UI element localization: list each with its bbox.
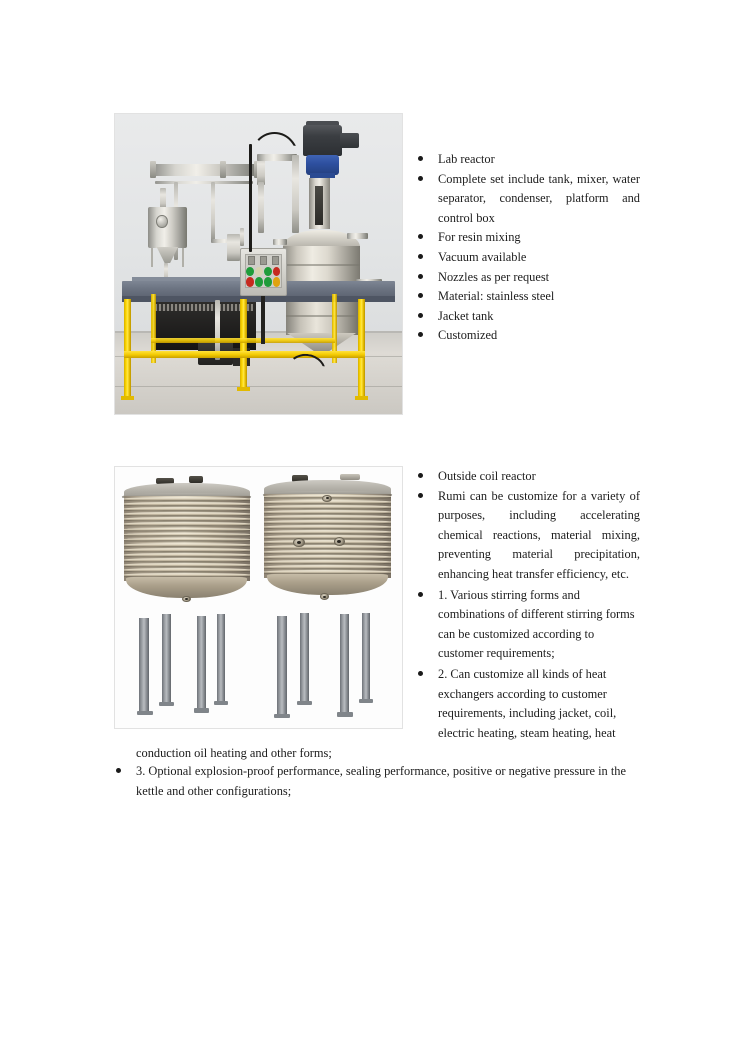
- coil-turn: [124, 543, 250, 547]
- frame-rail-rear: [151, 338, 335, 343]
- feature-text: Material: stainless steel: [438, 289, 555, 304]
- pipe-vertical-left-b: [211, 182, 215, 242]
- feature-text: 3. Optional explosion-proof performance, sealing performance, positive or negative pressure in the kettle and other configurations;: [136, 764, 626, 798]
- pipe-vertical-mid: [258, 182, 264, 233]
- coil-turn: [264, 535, 390, 539]
- bullet-icon: [418, 287, 438, 298]
- vessel-shell: [124, 496, 250, 580]
- feature-text: Complete set include tank, mixer, water separator, condenser, platform and control box: [438, 171, 640, 225]
- coil-reactor-feature-list: [418, 467, 640, 743]
- coil-turn: [124, 558, 250, 562]
- outside-coil-reactor-photo: [114, 466, 403, 729]
- list-item: [418, 467, 640, 487]
- leg-base-plate: [274, 714, 290, 718]
- control-pushbuttons: [246, 267, 280, 287]
- coil-turn: [124, 533, 250, 537]
- support-leg: [197, 616, 206, 710]
- leg-base-plate: [194, 708, 209, 712]
- frame-leg-front-right: [358, 299, 365, 398]
- lab-reactor-scene: [115, 114, 402, 414]
- coil-turn: [264, 505, 390, 509]
- support-leg: [217, 614, 226, 703]
- coil-turn: [124, 548, 250, 552]
- equipment-vent-grille: [155, 304, 253, 312]
- side-nozzle-left: [293, 538, 304, 547]
- pushbutton-green: [246, 267, 254, 276]
- bullet-icon: [418, 170, 438, 181]
- top-flange: [340, 474, 360, 480]
- reactor-band-2: [286, 315, 358, 317]
- feature-text: Jacket tank: [438, 308, 494, 323]
- gearbox: [306, 155, 339, 175]
- lab-reactor-feature-list: [418, 150, 640, 346]
- bullet-icon: [418, 467, 438, 478]
- feature-continuation-line: conduction oil heating and other forms;: [136, 746, 332, 760]
- agitator-motor: [303, 125, 342, 157]
- bullet-icon: [116, 762, 136, 773]
- coil-reactor-scene: [115, 467, 402, 728]
- leg-base-plate: [214, 701, 228, 705]
- frame-foot-left: [121, 396, 134, 400]
- indicator-lamp: [272, 256, 279, 265]
- support-leg: [277, 616, 287, 715]
- pushbutton-red: [273, 267, 281, 276]
- list-item: [418, 170, 640, 229]
- coil-turn: [264, 560, 390, 564]
- coil-turn: [264, 530, 390, 534]
- pushbutton-white: [255, 267, 263, 276]
- coil-turn: [124, 512, 250, 516]
- feature-text: Customized: [438, 328, 498, 343]
- coil-turn: [264, 545, 390, 549]
- lab-reactor-photo: [114, 113, 403, 415]
- list-item: [418, 665, 640, 743]
- feature-text: For resin mixing: [438, 230, 521, 245]
- reactor-jacket: [286, 302, 358, 335]
- coil-turn: [264, 540, 390, 544]
- frame-leg-front-left: [124, 299, 131, 398]
- coil-turn: [124, 517, 250, 521]
- list-item: [418, 487, 640, 585]
- support-leg: [340, 614, 349, 713]
- feature-text: Lab reactor: [438, 152, 495, 166]
- list-item: [418, 586, 640, 664]
- pushbutton-red: [246, 277, 254, 286]
- bullet-icon: [418, 586, 438, 597]
- control-indicator-lamps: [246, 256, 280, 265]
- coil-turn: [124, 497, 250, 501]
- receiver-tube: [227, 234, 240, 261]
- coil-turn: [124, 538, 250, 542]
- agitator-shaft: [315, 186, 323, 225]
- bullet-icon: [418, 228, 438, 239]
- bullet-icon: [418, 307, 438, 318]
- pushbutton-green: [264, 277, 272, 286]
- frame-leg-front-mid: [240, 299, 247, 389]
- leg-base-plate: [137, 711, 153, 715]
- bullet-icon: [418, 268, 438, 279]
- frame-rail-lower-left: [124, 351, 248, 358]
- leg-base-plate: [159, 702, 173, 706]
- separator-leg-left: [151, 248, 154, 268]
- control-box-cable: [261, 296, 264, 344]
- coil-turn: [264, 550, 390, 554]
- bullet-icon: [418, 248, 438, 259]
- feature-text: 1. Various stirring forms and combinations of different stirring forms can be customized according to customer requirements;: [438, 587, 635, 661]
- hose-vertical-run: [249, 144, 252, 252]
- coil-turn: [124, 522, 250, 526]
- bullet-icon: [418, 487, 438, 498]
- coil-turn: [264, 520, 390, 524]
- motor-terminal-box: [340, 133, 359, 149]
- reactor-side-nozzle-right: [347, 233, 367, 240]
- leg-base-plate: [359, 699, 373, 703]
- support-leg: [139, 618, 149, 712]
- indicator-lamp: [260, 256, 267, 265]
- feature-text: 2. Can customize all kinds of heat exchangers according to customer requirements, including jacket, coil, electric heating, steam heating, heat: [438, 666, 617, 740]
- separator-leg-right: [182, 248, 185, 268]
- list-item: [418, 326, 640, 346]
- pushbutton-amber: [273, 277, 281, 286]
- pipe-short-drop: [240, 228, 244, 246]
- water-separator-vessel: [148, 207, 187, 248]
- pushbutton-green: [264, 267, 272, 276]
- leg-base-plate: [297, 701, 311, 705]
- support-leg: [362, 613, 371, 702]
- support-leg: [162, 614, 171, 703]
- bottom-outlet-nozzle: [320, 593, 329, 599]
- pipe-down-to-vessel: [292, 155, 299, 233]
- list-item: [418, 150, 640, 170]
- list-item: [418, 228, 640, 248]
- coil-turn: [264, 555, 390, 559]
- pushbutton-green: [255, 277, 263, 286]
- condenser-flange-left: [150, 161, 156, 178]
- bullet-icon: [418, 150, 438, 161]
- vessel-bottom-head: [126, 577, 247, 598]
- list-item: [116, 762, 640, 801]
- reactor-band-1: [283, 264, 360, 266]
- coil-turn: [124, 563, 250, 567]
- pipe-secondary-horizontal: [155, 181, 253, 184]
- condenser-flange-mid: [220, 161, 226, 178]
- coil-turn: [124, 502, 250, 506]
- bullet-icon: [418, 326, 438, 337]
- coil-turn: [264, 510, 390, 514]
- coil-turn: [124, 528, 250, 532]
- bottom-outlet-nozzle: [182, 596, 191, 602]
- feature-text: Nozzles as per request: [438, 269, 550, 284]
- side-nozzle-right: [334, 537, 345, 546]
- reactor-side-nozzle-left: [273, 239, 287, 245]
- frame-foot-mid: [237, 387, 250, 391]
- bullet-icon: [418, 665, 438, 676]
- feature-text: Rumi can be customize for a variety of purposes, including accelerating chemical reactions, material mixing, preventing material precipitation, enhancing heat transfer efficiency, etc.: [438, 488, 640, 581]
- condenser-tube: [152, 164, 258, 176]
- vessel-bottom-head: [267, 574, 388, 595]
- frame-foot-right: [355, 396, 368, 400]
- vessel-shell: [264, 494, 390, 578]
- support-leg: [300, 613, 309, 702]
- top-lug-right: [189, 476, 203, 482]
- coil-turn: [264, 565, 390, 569]
- coil-reactor-feature-list-wide: [116, 762, 640, 801]
- coil-turn: [124, 553, 250, 557]
- list-item: [418, 307, 640, 327]
- coil-turn: [124, 568, 250, 572]
- coil-turn: [264, 515, 390, 519]
- list-item: [418, 268, 640, 288]
- feature-text: Vacuum available: [438, 249, 527, 264]
- leg-base-plate: [337, 712, 352, 716]
- list-item: [418, 287, 640, 307]
- coil-turn: [124, 507, 250, 511]
- list-item: [418, 248, 640, 268]
- coil-turn: [264, 525, 390, 529]
- feature-text: Outside coil reactor: [438, 469, 536, 483]
- indicator-lamp: [248, 256, 255, 265]
